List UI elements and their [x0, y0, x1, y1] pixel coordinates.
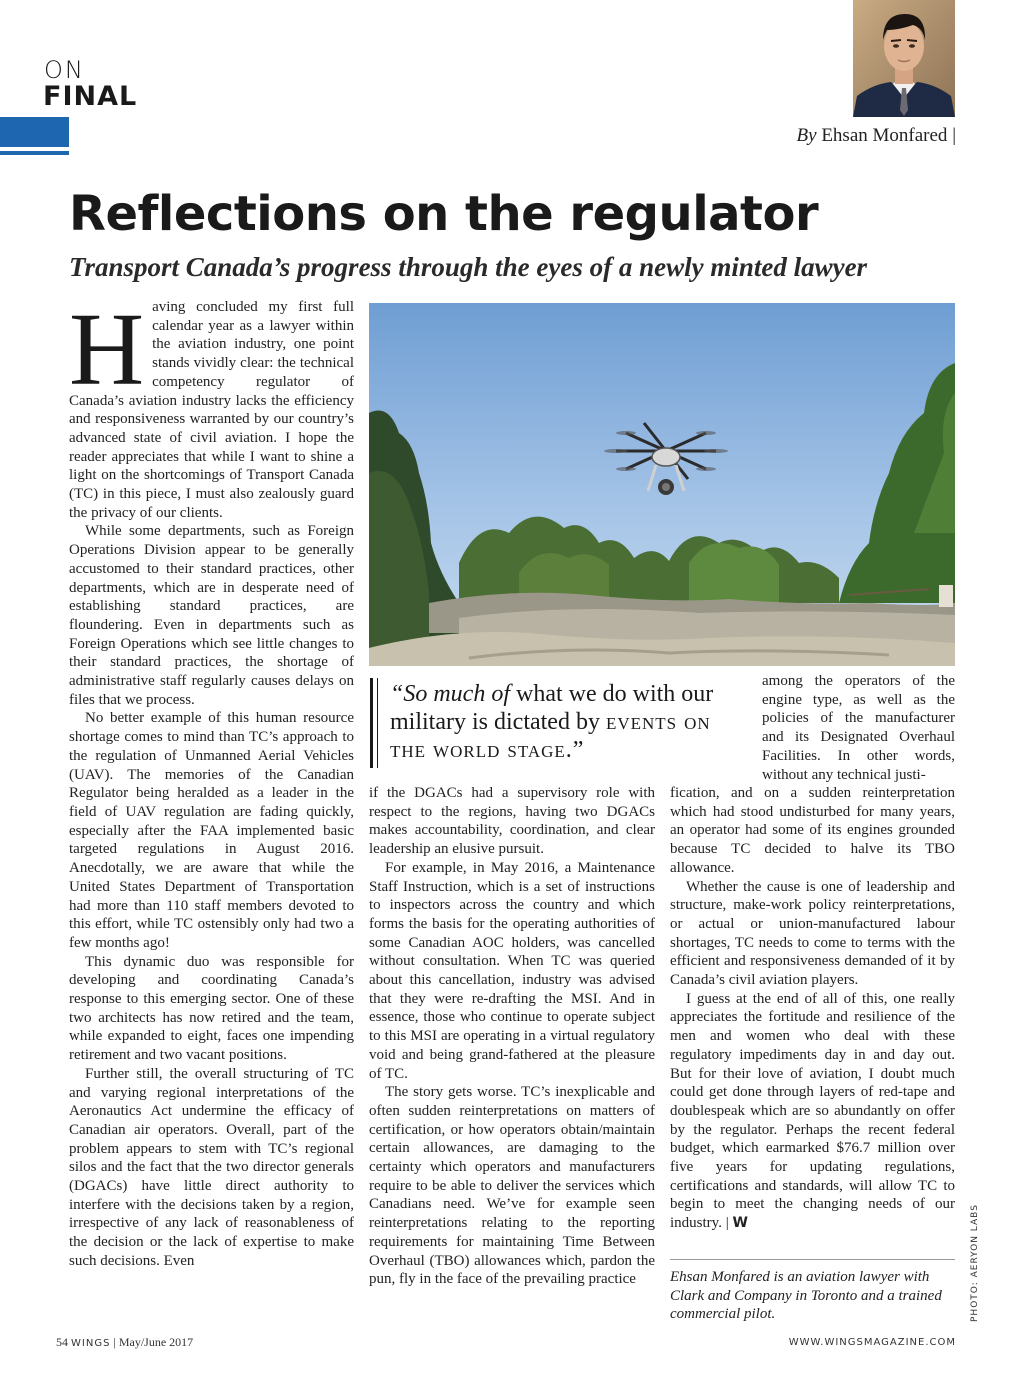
folio-url[interactable]: WWW.WINGSMAGAZINE.COM	[788, 1337, 956, 1348]
pull-quote-smallcaps: events on the world stage.	[390, 709, 711, 763]
column-3	[670, 784, 955, 1233]
paragraph	[670, 990, 955, 1233]
end-mark: W	[732, 1215, 748, 1232]
section-label-final: FINAL	[43, 81, 138, 112]
paragraph-text: I guess at the end of all of this, one really appreciates the fortitude and resilience of the men and women who deal with these regulatory impediments day in and day out. But for their love of aviation, I doubt much could get done through layers of red-tape and doublespeak which are so abundantly on offer by the regulator. Perhaps the recent federal budget, which earmarked $76.7 million over five years for updating regulations, certifications and standards, will allow TC to begin to meet the changing needs of our industry. |	[670, 990, 955, 1232]
paragraph: fication, and on a sudden reinterpretation which had stood undisturbed for many years, an operator had some of its engines grounded because TC decided to halve its TBO allowance.	[670, 785, 955, 876]
bio-divider	[670, 1259, 955, 1260]
section-accent-line	[0, 151, 69, 155]
paragraph: This dynamic duo was responsible for developing and coordinating Canada’s response to this emerging sector. One of these two architects has now retired and the team, while expanded to eight, faces one impending retirement and two vacant positions.	[69, 953, 354, 1064]
paragraph: among the operators of the engine type, as well as the policies of the manufacturer and its Designated Overhaul Facilities. In other words, without any technical justi-	[762, 673, 955, 783]
folio-left	[56, 1335, 193, 1350]
byline-separator: |	[952, 125, 956, 146]
paragraph: Whether the cause is one of leadership and structure, make-work policy reinterpretations, or actual or union-manufactured labour shortages, TC needs to come to terms with the efficient and responsiveness demanded of it by Canada’s civil aviation players.	[670, 878, 955, 989]
magazine-name: WINGS	[71, 1338, 111, 1349]
drop-cap: H	[69, 292, 145, 407]
photo-credit-text: PHOTO: AERYON LABS	[970, 1204, 980, 1322]
folio-separator: |	[113, 1335, 116, 1349]
paragraph: if the DGACs had a supervisory role with respect to the regions, having two DGACs makes accountability, coordination, and clear leadership an elusive pursuit.	[369, 785, 655, 858]
pull-quote-rule	[370, 678, 373, 768]
paragraph: The story gets worse. TC’s inexplicable and often sudden reinterpretations on matters of certification, or how operators obtain/maintain certain allowances, are damaging to the certainty which operators and manufacturers require to be able to deliver the services which Canadians need. We’ve for example seen reinterpretations relating to the reporting requirements for maintaining Time Between Overhaul (TBO) allowances which, pardon the pun, fly in the face of the prevailing practice	[369, 1084, 655, 1288]
section-accent-bar	[0, 117, 69, 147]
article-headline: Reflections on the regulator	[69, 186, 819, 242]
paragraph: No better example of this human resource shortage comes to mind than TC’s approach to the regulation of Unmanned Aerial Vehicles (UAV). The memories of the Canadian Regulator being heralded as a leader in the field of UAV regulation are fading quickly, especially after the FAA implemented basic targeted regulations in August 2016. Anecdotally, we are aware that while the United States Department of Transportation had more than 110 staff members devoted to this effort, while TC ostensibly only had two a few months ago!	[69, 710, 354, 951]
article-subheadline: Transport Canada’s progress through the eyes of a newly minted lawyer	[69, 252, 868, 282]
author-headshot-photo	[853, 0, 955, 117]
paragraph: Further still, the overall structuring of TC and varying regional interpretations of the Aeronautics Act undermine the efficacy of Canadian air operators. Overall, part of the problem appears to stem with TC’s regional silos and the fact that the two director generals (DGACs) have little direct authority to interfere with the decisions taken by a region, irrespective of any lack of reasonableness of the decision or the lack of expertise to make such decisions. Even	[69, 1065, 354, 1269]
paragraph-text: aving concluded my first full calendar year as a lawyer within the aviation industry, one point stands vividly clear: the technical competency regulator of Canada’s aviation industry lacks the efficiency and responsiveness warranted by our country’s advanced state of civil aviation. I hope the reader appreciates that while I want to shine a light on the shortcomings of Transport Canada (TC) in this piece, I must also zealously guard the privacy of our clients.	[69, 299, 354, 521]
paragraph: For example, in May 2016, a Maintenance Staff Instruction, which is a set of instructions to inspectors across the country and which forms the basis for the operating authorities of some Canadian AOC holders, was cancelled without consultation. When TC was queried about this cancellation, industry was advised that they were re-drafting the MSI. And in essence, those who continue to operate subject to this MSI are operating in a virtual regulatory void and being grand-fathered at the pleasure of TC.	[369, 859, 655, 1082]
paragraph: While some departments, such as Foreign Operations Division appear to be generally accustomed to their standard practices, other departments, which are in desperate need of establishing standard practices, are floundering. Even in departments such as Foreign Operations which see little changes to their standard practices, the shortage of administrative staff regularly causes delays on files that we process.	[69, 523, 354, 708]
column-3-lead	[762, 672, 955, 784]
paragraph	[69, 292, 354, 522]
issue-date: May/June 2017	[118, 1335, 194, 1349]
column-1	[69, 292, 354, 1271]
author-bio: Ehsan Monfared is an aviation lawyer with Clark and Company in Toronto and a trained commercial pilot.	[670, 1269, 942, 1323]
section-label-on: ON	[44, 56, 85, 84]
photo-credit	[966, 1204, 980, 1324]
byline-prefix: By	[796, 125, 817, 146]
pull-quote-close: ”	[572, 737, 584, 763]
pull-quote-text	[390, 680, 750, 764]
pull-quote-italic: “So much of	[390, 681, 510, 707]
byline	[797, 125, 956, 147]
pull-quote-body: what we do with our military is dictated by	[390, 681, 714, 735]
pull-quote	[370, 678, 755, 768]
page-number: 54	[56, 1335, 68, 1349]
byline-author: Ehsan Monfared	[821, 125, 948, 146]
column-2	[369, 784, 655, 1289]
pull-quote-rule-thin	[377, 678, 378, 768]
drone-over-quarry-photo	[369, 303, 955, 666]
